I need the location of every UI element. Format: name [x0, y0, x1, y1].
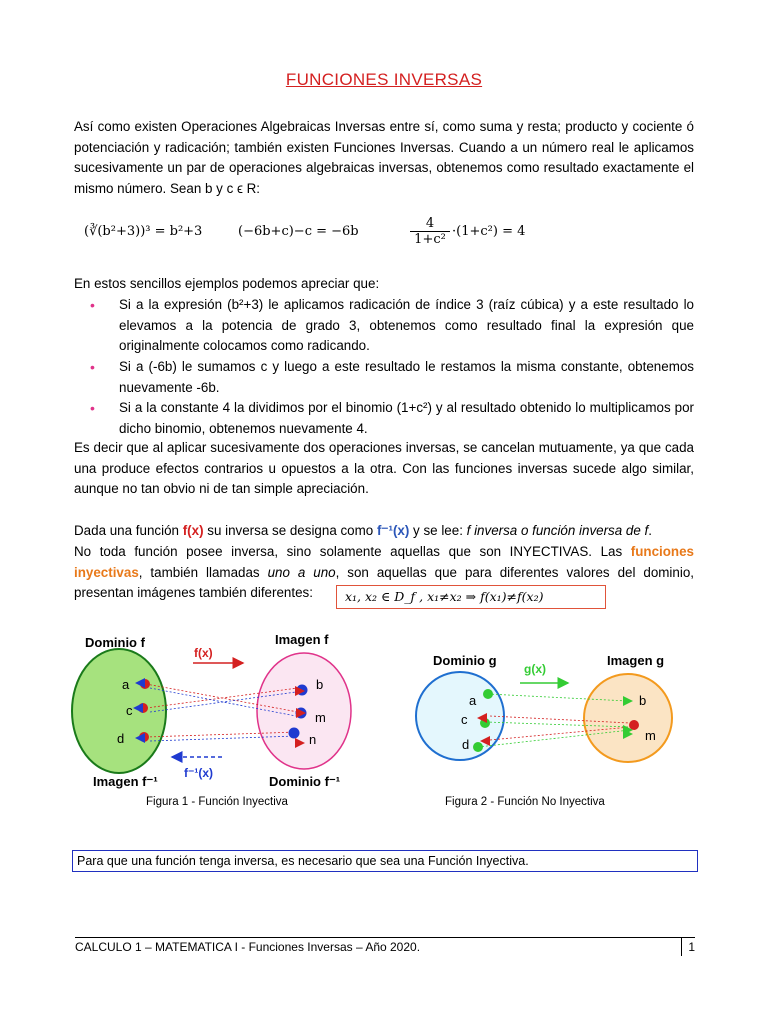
footer-text: CALCULO 1 – MATEMATICA I - Funciones Inversas – Año 2020. — [75, 940, 421, 954]
page-number: 1 — [681, 938, 695, 956]
point-label: m — [645, 728, 656, 743]
point-label: c — [461, 712, 468, 727]
gx-diagram-label: g(x) — [524, 662, 546, 676]
equation-sum-difference: (−6b+c)−c = −6b — [238, 224, 359, 239]
bullet-text: Si a la constante 4 la dividimos por el binomio (1+c²) y al resultado obtenido lo multiplicamos por dicho binomio, obtenemos nuevamente 4. — [119, 400, 694, 436]
point-a — [483, 689, 493, 699]
fraction-numerator: 4 — [410, 216, 450, 232]
equation-fraction-rest: ·(1+c²) = 4 — [452, 224, 526, 239]
finv-diagram-label: f⁻¹(x) — [184, 766, 213, 780]
injective-formula-box: x₁, x₂ ∈ D_f , x₁≠x₂ ⇒ f(x₁)≠f(x₂) — [336, 585, 606, 609]
point-label: b — [639, 693, 647, 708]
page-title: FUNCIONES INVERSAS — [285, 70, 483, 89]
bullet-icon: • — [90, 359, 95, 375]
bullet-text: Si a la expresión (b²+3) le aplicamos radicación de índice 3 (raíz cúbica) y a este resultado lo elevamos a la potencia de grado 3, obtenemos como resultado final la expresión que originalmente colocamos como radicando. — [119, 297, 694, 353]
point-label: c — [126, 703, 133, 718]
inj-text: No toda función posee inversa, sino solamente aquellas que son INYECTIVAS. Las — [74, 544, 631, 559]
def-text: . — [648, 523, 652, 538]
image-g-label: Imagen g — [607, 653, 665, 668]
domain-finv-label: Dominio f⁻¹ — [269, 774, 341, 789]
bullet-text: Si a (-6b) le sumamos c y luego a este resultado le restamos la misma constante, obtenemos nuevamente -6b. — [119, 359, 694, 395]
domain-g-label: Dominio g — [433, 653, 497, 668]
finv-label: f⁻¹(x) — [376, 523, 410, 538]
def-text: y se lee: — [409, 523, 467, 538]
page-footer — [75, 937, 695, 956]
note-box: Para que una función tenga inversa, es necesario que sea una Función Inyectiva. — [72, 850, 698, 872]
conclusion-paragraph: Es decir que al aplicar sucesivamente dos operaciones inversas, se cancelan mutuamente, ya que cada una produce efectos contrarios u opuestos a la otra. Con las funciones inversas sucede algo similar, aunque no tan obvio ni de tan simple apreciación. — [74, 440, 694, 496]
inj-text: , también llamadas — [138, 564, 268, 580]
figure-1-caption: Figura 1 - Función Inyectiva — [146, 796, 288, 808]
image-finv-label: Imagen f⁻¹ — [93, 774, 158, 789]
domain-f-label: Dominio f — [85, 635, 145, 650]
point-label: d — [462, 737, 470, 752]
point-label: b — [316, 677, 324, 692]
point-label: n — [309, 732, 317, 747]
def-text: su inversa se designa como — [203, 523, 377, 538]
bullet-icon: • — [90, 297, 95, 313]
inj-italic: uno a uno — [267, 564, 336, 580]
fx-label: f(x) — [182, 523, 204, 538]
def-italic: f inversa o función inversa de f — [466, 523, 649, 538]
point-m — [629, 720, 639, 730]
intro-paragraph: Así como existen Operaciones Algebraicas Inversas entre sí, como suma y resta; producto y cociente ó potenciación y radicación; también existen Funciones Inversas. Cuando a un número real le aplicamos sucesivamente un par de operaciones algebraicas inversas, obtenemos como resultado exactamente el mismo número. Sean b y c ϵ R: — [74, 119, 694, 196]
image-f-label: Imagen f — [275, 632, 329, 647]
point-label: m — [315, 710, 326, 725]
equation-cube-root: (∛(b²+3))³ = b²+3 — [84, 224, 203, 239]
bullet-icon: • — [90, 400, 95, 416]
point-label: a — [469, 693, 477, 708]
inj-text: , son aquellas que para diferentes valores del dominio, presentan imágenes también diferentes: — [74, 564, 694, 600]
domain-f-ellipse — [72, 649, 166, 773]
point-d — [473, 742, 483, 752]
def-text: Dada una función — [74, 523, 183, 538]
fx-diagram-label: f(x) — [194, 646, 213, 660]
fraction-denominator: 1+c² — [414, 232, 446, 247]
point-n — [289, 728, 300, 739]
point-label: d — [117, 731, 125, 746]
image-g-circle — [584, 674, 672, 762]
point-label: a — [122, 677, 130, 692]
examples-intro: En estos sencillos ejemplos podemos apreciar que: — [74, 276, 380, 291]
figure-2-caption: Figura 2 - Función No Inyectiva — [445, 796, 605, 808]
injective-highlight: funciones inyectivas — [74, 544, 694, 580]
